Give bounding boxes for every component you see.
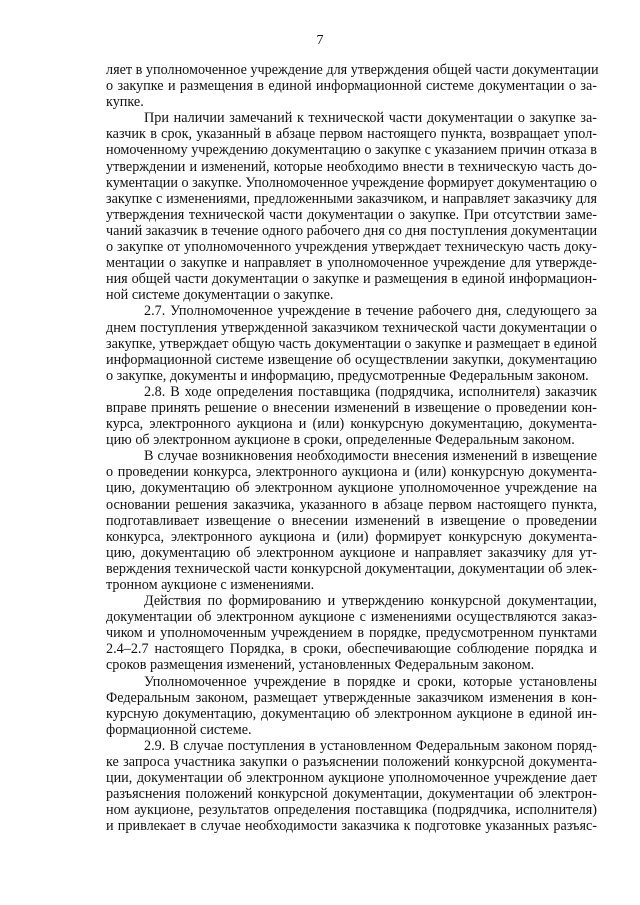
text-line: документации об электронном аукционе с изменениями осуществляются заказ- bbox=[106, 609, 597, 626]
text-line: цию, документацию об электронном аукционе и направляет заказчику для ут- bbox=[106, 544, 597, 561]
text-line: Уполномоченное учреждение в порядке и сроки, которые установлены bbox=[144, 673, 597, 690]
paragraph bbox=[106, 62, 597, 110]
text-line: о закупке, документы и информацию, предусмотренные Федеральным законом. bbox=[106, 367, 589, 384]
text-line: закупке, утверждает общую часть документации о закупке и размещает в единой bbox=[106, 335, 597, 352]
text-line: о проведении конкурса, электронного аукциона и (или) конкурсную документа- bbox=[106, 464, 597, 481]
text-line: 2.7. Уполномоченное учреждение в течение рабочего дня, следующего за bbox=[144, 303, 597, 320]
text-line: о закупке и размещения в единой информационной системе документации о за- bbox=[106, 78, 597, 95]
text-line: сроков размещения изменений, установленных Федеральным законом. bbox=[106, 657, 535, 674]
text-line: купке. bbox=[106, 94, 144, 111]
page-number: 7 bbox=[316, 33, 324, 48]
text-line: формационной системе. bbox=[106, 721, 252, 738]
text-line: информационной системе извещение об осуществлении закупки, документацию bbox=[106, 351, 597, 368]
paragraph bbox=[106, 448, 597, 593]
text-line: днем поступления утвержденной заказчиком технической части документации о bbox=[106, 319, 597, 336]
paragraph bbox=[106, 593, 597, 673]
text-line: казчик в срок, указанный в абзаце первом настоящего пункта, возвращает упол- bbox=[106, 126, 597, 143]
text-line: подготавливает извещение о внесении изменений в извещение о проведении bbox=[106, 512, 597, 529]
paragraph bbox=[106, 738, 597, 835]
text-line: утверждении и изменений, которые необходимо внести в техническую часть до- bbox=[106, 158, 597, 175]
paragraph bbox=[106, 303, 597, 383]
text-line: ке запроса участника закупки о разъяснении положений конкурсной документа- bbox=[106, 754, 597, 771]
paragraph bbox=[106, 110, 597, 303]
text-line: курса, электронного аукциона и (или) конкурсную документацию, документа- bbox=[106, 416, 597, 433]
page-body bbox=[106, 62, 597, 835]
text-line: верждения технической части конкурсной документации, документации об элек- bbox=[106, 560, 597, 577]
text-line: ном аукционе, результатов определения поставщика (подрядчика, исполнителя) bbox=[106, 802, 597, 819]
text-line: чаний заказчик в течение одного рабочего дня со дня поступления документации bbox=[106, 222, 598, 239]
text-line: Федеральным законом, размещает утвержденные заказчиком изменения в кон- bbox=[106, 689, 597, 706]
text-line: 2.8. В ходе определения поставщика (подрядчика, исполнителя) заказчик bbox=[144, 383, 597, 400]
text-line: 2.4–2.7 настоящего Порядка, в сроки, обеспечивающие соблюдение порядка и bbox=[106, 641, 597, 658]
paragraph bbox=[106, 384, 597, 448]
text-line: ной системе документации о закупке. bbox=[106, 287, 334, 304]
text-line: 2.9. В случае поступления в установленном Федеральным законом поряд- bbox=[144, 737, 597, 754]
text-line: о закупке от уполномоченного учреждения утверждает техническую часть доку- bbox=[106, 239, 597, 256]
text-line: тронном аукционе с изменениями. bbox=[106, 577, 315, 593]
text-line: закупке с изменениями, предложенными заказчиком, и направляет заказчику для bbox=[106, 190, 597, 207]
text-line: цию об электронном аукционе в сроки, определенные Федеральным законом. bbox=[106, 432, 575, 449]
text-line: разъяснения положений конкурсной документации, документации об электрон- bbox=[106, 786, 597, 803]
text-line: При наличии замечаний к технической части документации о закупке за- bbox=[144, 110, 597, 127]
text-line: вправе принять решение о внесении изменений в извещение о проведении кон- bbox=[106, 399, 597, 416]
text-line: В случае возникновения необходимости внесения изменений в извещение bbox=[144, 448, 597, 465]
text-line: основании решения заказчика, указанного в абзаце первом настоящего пункта, bbox=[106, 496, 597, 513]
text-line: ния общей части документации о закупке и размещения в единой информацион- bbox=[106, 271, 597, 288]
text-line: ции, документации об электронном аукционе уполномоченное учреждение дает bbox=[106, 770, 597, 787]
text-line: курсную документацию, документацию об электронном аукционе в единой ин- bbox=[106, 705, 597, 722]
text-line: ментации о закупке и направляет в уполномоченное учреждение для утвержде- bbox=[106, 255, 597, 272]
paragraph bbox=[106, 674, 597, 738]
text-line: чиком и уполномоченным учреждением в порядке, предусмотренном пунктами bbox=[106, 625, 597, 642]
text-line: конкурса, электронного аукциона и (или) формирует конкурсную документа- bbox=[106, 528, 597, 545]
text-line: и привлекает в случае необходимости заказчика к подготовке указанных разъяс- bbox=[106, 818, 597, 835]
text-line: утверждения технической части документации о закупке. При отсутствии заме- bbox=[106, 206, 597, 223]
text-line: номоченному учреждению документацию о закупке с указанием причин отказа в bbox=[106, 142, 597, 159]
text-line: ляет в уполномоченное учреждение для утверждения общей части документации bbox=[106, 62, 599, 78]
text-line: цию, документацию об электронном аукционе уполномоченное учреждение на bbox=[106, 480, 597, 497]
text-line: кументации о закупке. Уполномоченное учреждение формирует документацию о bbox=[106, 174, 597, 191]
text-line: Действия по формированию и утверждению конкурсной документации, bbox=[144, 593, 597, 610]
